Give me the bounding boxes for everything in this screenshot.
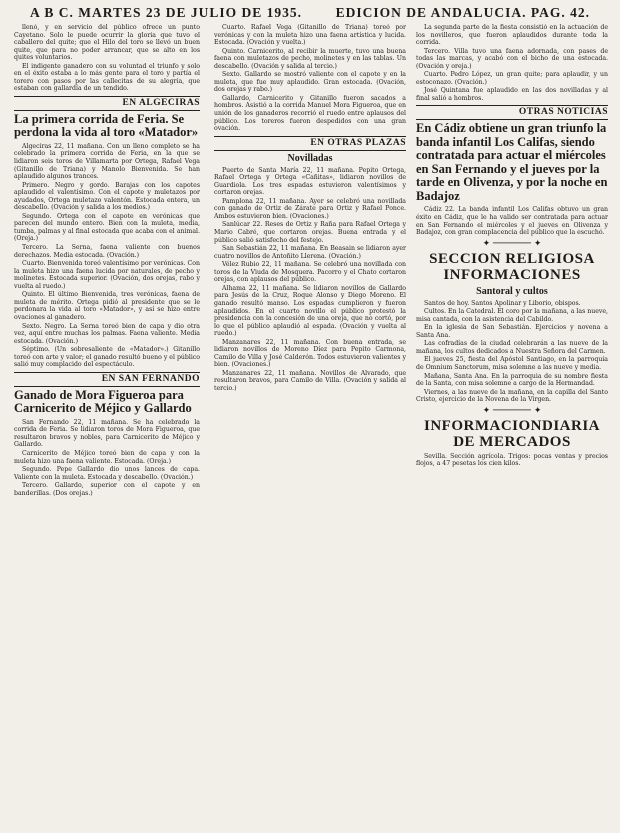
article-paragraph: Cádiz 22. La banda infantil Los Califas obtuvo un gran éxito en Cádiz, que le ha valido ser contratada para actuar en San Fernando el miércoles y el jueves en Olivenza y Badajoz, con gran complacencia del público que la escuchó. — [416, 206, 608, 237]
subheading-santoral: Santoral y cultos — [476, 285, 548, 297]
masthead-edition: EDICION DE ANDALUCIA. PAG. 42. — [335, 5, 590, 20]
article-paragraph: Sevilla. Sección agrícola. Trigos: pocas ventas y precios flojos, a 47 pesetas los cien kilos. — [416, 452, 608, 468]
section-heading-algeciras: EN ALGECIRAS — [14, 96, 200, 111]
article-paragraph: Segundo. Ortega con el capote en verónicas que parecen del mundo entero. Bien con la muleta, media, tumba, palmas y al final estocada que acaba con el animal. (Oreja.) — [14, 212, 200, 243]
subheading-novilladas: Novilladas — [287, 152, 333, 164]
article-paragraph: Viernes, a las nueve de la mañana, en la capilla del Santo Cristo, ejercicio de la Novena de la Virgen. — [416, 388, 608, 404]
article-paragraph: Tercero. Villa tuvo una faena adornada, con pases de todas las marcas, y acabó con el bicho de una estocada. (Ovación y oreja.) — [416, 47, 608, 70]
article-paragraph: Cultos. En la Catedral. El coro por la mañana, a las nueve, misa cantada, con la asistencia del Cabildo. — [416, 308, 608, 323]
article-paragraph: Segundo. Pepe Gallardo dio unos lances de capa. Valiente con la muleta. Estocada y descabello. (Ovación.) — [14, 466, 200, 481]
column-3 — [416, 24, 608, 824]
article-paragraph: Gallardo, Carnicerito y Gitanillo fueron sacados a hombros. Asistió a la corrida Manuel Mora Figueroa, que en unión de los ganaderos recorrió el ruedo entre aplausos del público. Los toreros fueron despedidos con una gran ovación. — [214, 94, 406, 133]
section-heading-san-fernando: EN SAN FERNANDO — [14, 372, 200, 387]
article-paragraph: Primero. Negro y gordo. Barajas con los capotes aplaudido el valentísimo. Con el capote y muletazos por ayudados, Ortega muletazo valentón. Estocada entera, un descabello. (Ovación y salida a los medios.) — [14, 181, 200, 212]
column-1 — [14, 24, 200, 824]
article-paragraph: Quinto. Carnicerito, al recibir la muerte, tuvo una buena faena con muletazos de pecho, molinetes y en las tablas. Un descabello. (Ovación y salida al tercio.) — [214, 47, 406, 70]
article-paragraph: José Quintana fue aplaudido en las dos novilladas y al final salió a hombros. — [416, 87, 608, 102]
article-paragraph: En la iglesia de San Sebastián. Ejercicios y novena a Santa Ana. — [416, 324, 608, 339]
article-paragraph: Sexto. Gallardo se mostró valiente con el capote y en la muleta, que fue muy aplaudido. Gran estocada. (Ovación, dos orejas y rabo.) — [214, 71, 406, 94]
article-paragraph: San Fernando 22, 11 mañana. Se ha celebrado la corrida de Feria. Se lidiaron toros de Mora Figueroa, que resultaron bravos y nobles, para Carnicerito de Méjico y Gallardo. — [14, 418, 200, 449]
headline-mercados: INFORMACIONDIARIA DE MERCADOS — [424, 417, 600, 450]
news-item: San Sebastián 22, 11 mañana. En Beasain se lidiaron ayer cuatro novillos de Antoñito Llerena. (Ovación.) — [214, 245, 406, 260]
headline-seccion-religiosa: SECCION RELIGIOSA INFORMACIONES — [429, 250, 595, 283]
news-item: Alhama 22, 11 mañana. Se lidiaron novillos de Gallardo para Jesús de la Cruz, Roque Alonso y Diego Moreno. El ganado resultó manso. Los espadas cumplieron y fueron aplaudidos. En el cuarto novillo el público protestó la presidencia con la concesión de una oreja, que no cortó, por lo que el público aplaudió al espada. (Ovación y vuelta al ruedo.) — [214, 284, 406, 338]
article-paragraph: La segunda parte de la fiesta consistió en la actuación de los novilleros, que fueron aplaudidos durante toda la corrida. — [416, 24, 608, 47]
section-heading-otras-noticias: OTRAS NOTICIAS — [416, 105, 608, 120]
headline-algeciras: La primera corrida de Feria. Se perdona la vida al toro «Matador» — [14, 111, 199, 140]
intro-paragraph: llenó, y en servicio del público ofrece un punto Cayetano. Solo le puede ocurrir la gloria que tuvo el caballero del quite; que el Hilo del toro se llevó un buen quite, que para no poder arrancar, que se alto en los quites voluntarios. — [14, 24, 200, 62]
masthead-date: A B C. MARTES 23 DE JULIO DE 1935. — [30, 5, 303, 20]
ornament-divider: ✦ ─────── ✦ — [482, 238, 542, 249]
news-item: Manzanares 22, 11 mañana. Novillos de Alvarado, que resultaron bravos, para Camilo de Villa. (Ovación y salida al tercio.) — [214, 369, 406, 392]
news-item: Manzanares 22, 11 mañana. Con buena entrada, se lidiaron novillos de Moreno Díez para Pepito Carmona, Camilo de Villa y José Calderón. Todos estuvieron valientes y bien. (Ovaciones.) — [214, 338, 406, 369]
article-paragraph: Las cofradías de la ciudad celebrarán a las nueve de la mañana, los cultos dedicados a Nuestra Señora del Carmen. — [416, 340, 608, 355]
article-paragraph: Quinto. El último Bienvenida, tres verónicas, faena de muleta de mérito. Ortega pidió al presidente que se le perdonara la vida al toro «Matador», y así se hizo entre ovaciones al ganadero. — [14, 291, 200, 321]
article-paragraph: Mañana, Santa Ana. En la parroquia de su nombre fiesta de la Santa, con misa solemne a cargo de la Hermandad. — [416, 372, 608, 388]
article-paragraph: Tercero. Gallardo, superior con el capote y en banderillas. (Dos orejas.) — [14, 482, 200, 497]
section-heading-otras-plazas: EN OTRAS PLAZAS — [214, 136, 406, 151]
article-paragraph: Carnicerito de Méjico toreó bien de capa y con la muleta hizo una faena valiente. Estocada. (Oreja.) — [14, 449, 200, 465]
ornament-divider: ✦ ─────── ✦ — [482, 405, 542, 416]
article-paragraph: Algeciras 22, 11 mañana. Con un lleno completo se ha celebrado la primera corrida de Feria, en la que se lidiaron seis toros de Villamarta por Ortega, Rafael Vega (Gitanillo de Triana) y Manolo Bienvenida. Se han aplaudido algunos trances. — [14, 142, 200, 181]
article-paragraph: Tercero. La Serna, faena valiente con buenos derechazos. Media estocada. (Ovación.) — [14, 244, 200, 259]
column-2 — [214, 24, 406, 824]
article-paragraph: El jueves 25, fiesta del Apóstol Santiago, en la parroquia de Omnium Sanctorum, misa solemne a las nueve y media. — [416, 356, 608, 372]
page-masthead — [30, 4, 590, 22]
article-paragraph: Cuarto. Pedro López, un gran quite; para aplaudir, y un estoconazo. (Ovación.) — [416, 71, 608, 86]
headline-san-fernando: Ganado de Mora Figueroa para Carnicerito de Méjico y Gallardo — [14, 387, 192, 416]
headline-los-califas: En Cádiz obtiene un gran triunfo la banda infantil Los Califas, siendo contratada para actuar el miércoles en San Fernando y el jueves por la tarde en Olivenza, y por la noche en Badajoz — [416, 121, 608, 203]
news-item: Sanlúcar 22. Reses de Ortiz y Raña para Rafael Ortega y Mario Cabré, que cortaron orejas. Buena entrada y el público salió satisfecho del festejo. — [214, 221, 406, 244]
article-paragraph: Cuarto. Bienvenida toreó valentísimo por verónicas. Con la muleta hizo una faena lucida por naturales, de pecho y molinetes. Estocada superior. (Ovación, dos orejas, rabo y vuelta al ruedo.) — [14, 260, 200, 290]
news-item: Vélez Rubio 22, 11 mañana. Se celebró una novillada con toros de la Viuda de Mosquera. Pacorro y el Chato cortaron orejas, con aplausos del público. — [214, 261, 406, 284]
article-paragraph: Sexto. Negro. La Serna toreó bien de capa y dio otra vez, aquí entre muchas los palmas. Faena valiente. Media estocada. (Ovación.) — [14, 322, 200, 345]
article-paragraph: Santos de hoy. Santos Apolinar y Liborio, obispos. — [424, 299, 581, 307]
article-paragraph: Cuarto. Rafael Vega (Gitanillo de Triana) toreó por verónicas y con la muleta hizo una faena artística y lucida. Estocada. (Ovación y vuelta.) — [214, 24, 406, 47]
news-item: Pamplona 22, 11 mañana. Ayer se celebró una novillada con ganado de Ortiz de Zárate para Ortiz y Rafael Ponce. Ambos estuvieron bien. (Ovaciones.) — [214, 197, 406, 220]
news-item: Puerto de Santa María 22, 11 mañana. Pepito Ortega, Rafael Ortega y Ortega «Cañitas», lidiaron novillos de Guardiola. Los tres espadas estuvieron valentísimos y cortaron orejas. — [214, 166, 406, 197]
intro-paragraph: El indigente ganadero con su voluntad el triunfo y solo en el éxito estaba a lo más gente para el toro y partía el torero con pasos por las callecitas de su alegría, que estaban con gallardía de un tendido. — [14, 62, 200, 93]
article-paragraph: Séptimo. (Un sobresaliente de «Matador».) Gitanillo toreó con arte y valor; el ganado resultó bueno y el público salió muy complacido del espectáculo. — [14, 346, 200, 369]
